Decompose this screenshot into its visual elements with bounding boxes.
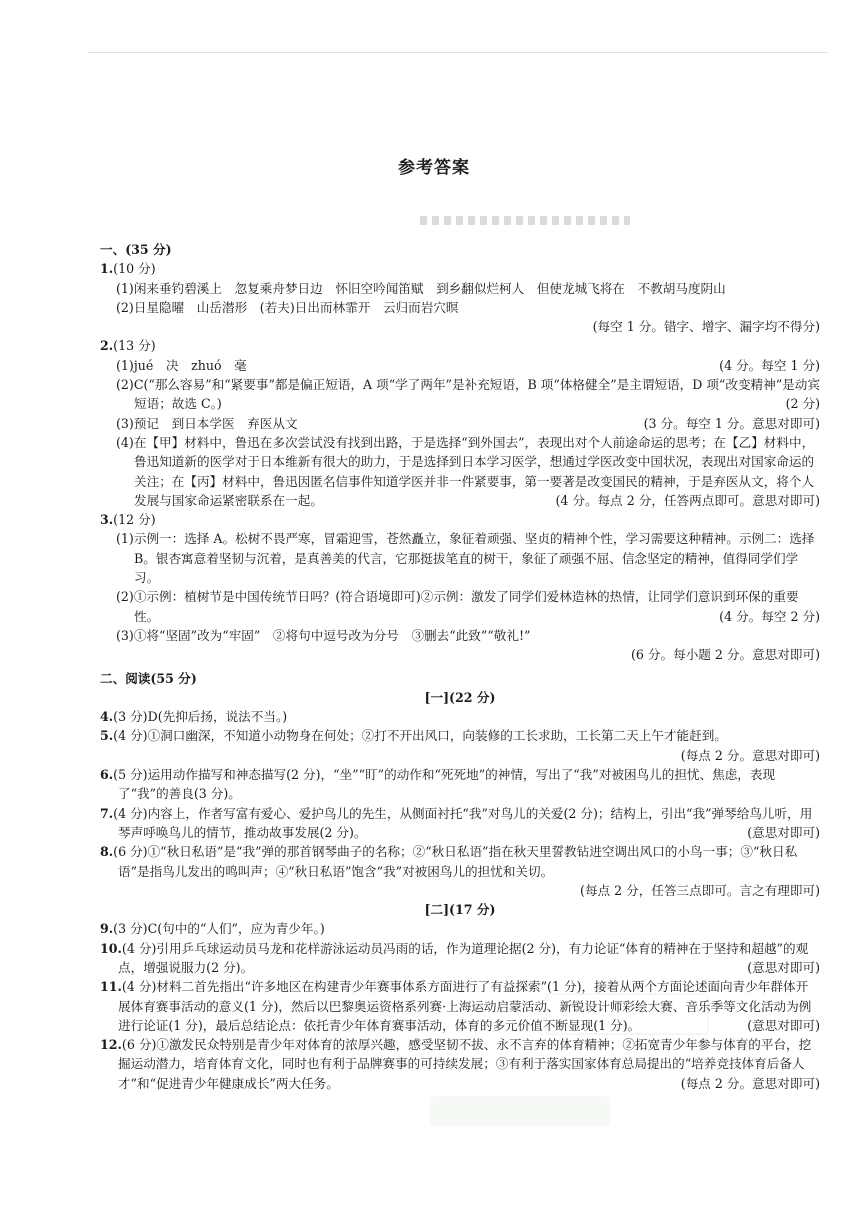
question-6 bbox=[100, 765, 820, 804]
answer-text: (1)jué 决 zhuó 毫 bbox=[116, 357, 247, 373]
answer-1-1: (1)闲来垂钓碧溪上 忽复乘舟梦日边 怀旧空吟闻笛赋 到乡翻似烂柯人 但使龙城飞将在 不教胡马度阴山 bbox=[116, 280, 726, 296]
question-1-header bbox=[100, 259, 820, 278]
scoring-note: (每点 2 分，任答三点即可。言之有理即可) bbox=[580, 882, 820, 898]
question-number: 6. bbox=[100, 767, 114, 783]
question-number: 1. bbox=[100, 261, 114, 277]
answer-text: (3 分)D(先抑后扬，说法不当。) bbox=[113, 709, 288, 725]
question-number: 12. bbox=[100, 1037, 122, 1053]
question-10 bbox=[100, 939, 820, 978]
scoring-note: (每空 1 分。错字、增字、漏字均不得分) bbox=[592, 319, 820, 335]
answer-2-4 bbox=[100, 433, 820, 510]
question-5 bbox=[100, 726, 820, 745]
answer-text: (4 分)①洞口幽深，不知道小动物身在何处；②打不开出风口，向装修的工长求助，工长第二天上午才能赶到。 bbox=[113, 728, 727, 744]
answer-text: (3)预记 到日本学医 弃医从文 bbox=[116, 415, 298, 431]
question-4 bbox=[100, 707, 820, 726]
scoring-note: (4 分。每空 2 分) bbox=[719, 608, 820, 624]
section-heading-2: 二、阅读(55 分) bbox=[100, 670, 197, 686]
top-divider bbox=[88, 52, 828, 53]
answer-text: (4 分)引用乒乓球运动员马龙和花样游泳运动员冯雨的话，作为道理论据(2 分)，有力论证“体育的精神在于坚持和超越”的观点，增强说服力(2 分)。 bbox=[118, 940, 809, 975]
question-9 bbox=[100, 919, 820, 938]
answer-text: (3 分)C(句中的“人们”，应为青少年。) bbox=[113, 921, 325, 937]
answer-text: (2)①示例：植树节是中国传统节日吗？(符合语境即可)②示例：激发了同学们爱林造林的热情，让同学们意识到环保的重要性。 bbox=[116, 589, 799, 624]
scoring-note: (4 分。每空 1 分) bbox=[719, 357, 820, 373]
page-title: 参考答案 bbox=[398, 158, 470, 178]
faded-header-text bbox=[420, 216, 630, 225]
scoring-note: (意思对即可) bbox=[747, 824, 820, 840]
answer-3-2 bbox=[100, 587, 820, 626]
answer-3-3: (3)①将“坚固”改为“牢固” ②将句中逗号改为分号 ③删去“此致”“敬礼!” bbox=[116, 627, 531, 643]
question-number: 11. bbox=[100, 979, 122, 995]
answer-2-2 bbox=[100, 375, 820, 414]
scoring-note: (3 分。每空 1 分。意思对即可) bbox=[643, 415, 820, 431]
question-score: (12 分) bbox=[113, 512, 156, 528]
question-number: 10. bbox=[100, 940, 122, 956]
answer-1-2: (2)日星隐曜 山岳潜形 (若夫)日出而林霏开 云归而岩穴暝 bbox=[116, 299, 459, 315]
question-number: 9. bbox=[100, 921, 114, 937]
answer-2-1 bbox=[100, 356, 820, 375]
reading-passage-2-heading: [二](17 分) bbox=[424, 902, 496, 918]
question-12 bbox=[100, 1035, 820, 1093]
question-score: (13 分) bbox=[113, 338, 156, 354]
answer-text: (2)C(“那么容易”和“紧要事”都是偏正短语，A 项“学了两年”是补充短语，B 项“体格健全”是主谓短语，D 项“改变精神”是动宾短语；故选 C。) bbox=[116, 377, 820, 412]
question-2-header bbox=[100, 336, 820, 355]
answer-text: (4)在【甲】材料中，鲁迅在多次尝试没有找到出路，于是选择“到外国去”，表现出对个人前途命运的思考；在【乙】材料中，鲁迅知道新的医学对于日本维新有很大的助力，于是选择到日本学习医学，想通过学医改变中国状况，表现出对国家命运的关注；在【丙】材料中，鲁迅因匿名信事件知道学医并非一件紧要事，第一要著是改变国民的精神，于是弃医从文，将个人发展与国家命运紧密联系在一起。 bbox=[116, 434, 815, 508]
answer-2-3 bbox=[100, 414, 820, 433]
faint-watermark-stamp-2 bbox=[430, 1096, 610, 1126]
question-8 bbox=[100, 842, 820, 881]
question-3-header bbox=[100, 510, 820, 529]
scoring-note: (4 分。每点 2 分，任答两点即可。意思对即可) bbox=[555, 492, 820, 508]
answer-3-1: (1)示例一：选择 A。松树不畏严寒，冒霜迎雪，苍然矗立，象征着顽强、坚贞的精神个性，学习需要这种精神。示例二：选择 B。银杏寓意着坚韧与沉着，是真善美的代言，它那挺拔笔直的树干，象征了顽强不屈、信念坚定的精神，值得同学们学习。 bbox=[116, 531, 815, 586]
answer-content bbox=[100, 240, 820, 1093]
scoring-note: (意思对即可) bbox=[747, 1017, 820, 1033]
question-7 bbox=[100, 804, 820, 843]
question-11 bbox=[100, 977, 820, 1035]
answer-text: (5 分)运用动作描写和神态描写(2 分)，“坐”“盯”的动作和“死死地”的神情，写出了“我”对被困鸟儿的担忧、焦虑，表现了“我”的善良(3 分)。 bbox=[113, 767, 776, 802]
question-score: (10 分) bbox=[113, 261, 156, 277]
scoring-note: (每点 2 分。意思对即可) bbox=[680, 747, 820, 763]
scoring-note: (6 分。每小题 2 分。意思对即可) bbox=[631, 647, 820, 663]
question-number: 3. bbox=[100, 512, 114, 528]
answer-text: (4 分)内容上，作者写富有爱心、爱护鸟儿的先生，从侧面衬托“我”对鸟儿的关爱(2 分)；结构上，引出“我”弹琴给鸟儿听，用琴声呼唤鸟儿的情节，推动故事发展(2 分)。 bbox=[113, 805, 813, 840]
answer-text: (4 分)材料二首先指出“许多地区在构建青少年赛事体系方面进行了有益探索”(1 分)，接着从两个方面论述面向青少年群体开展体育赛事活动的意义(1 分)，然后以巴黎奥运资格系列赛·上海运动启蒙活动、新锐设计师彩绘大赛、音乐季等文化活动为例进行论证(1 分)，最后总结论点：依托青少年体育赛事活动，体育的多元价值不断显现(1 分)。 bbox=[118, 979, 812, 1033]
question-number: 5. bbox=[100, 728, 114, 744]
section-heading-1: 一、(35 分) bbox=[100, 242, 172, 257]
scoring-note: (2 分) bbox=[785, 396, 820, 412]
question-number: 7. bbox=[100, 805, 114, 821]
question-number: 4. bbox=[100, 709, 114, 725]
scoring-note: (每点 2 分。意思对即可) bbox=[680, 1075, 820, 1091]
question-number: 2. bbox=[100, 338, 114, 354]
answer-text: (6 分)①“秋日私语”是“我”弹的那首钢琴曲子的名称；②“秋日私语”指在秋天里誓教钻进空调出风口的小鸟一事；③“秋日私语”是指鸟儿发出的鸣叫声；④“秋日私语”饱含“我”对被困鸟儿的担忧和关切。 bbox=[113, 844, 798, 879]
answer-text: (6 分)①激发民众特别是青少年对体育的浓厚兴趣，感受坚韧不拔、永不言弃的体育精神；②拓宽青少年参与体育的平台，挖掘运动潜力，培育体育文化，同时也有利于品牌赛事的可持续发展；③有利于落实国家体育总局提出的“培养竞技体育后备人才”和“促进青少年健康成长”两大任务。 bbox=[118, 1037, 812, 1091]
reading-passage-1-heading: [一](22 分) bbox=[424, 689, 496, 705]
scoring-note: (意思对即可) bbox=[747, 959, 820, 975]
question-number: 8. bbox=[100, 844, 114, 860]
